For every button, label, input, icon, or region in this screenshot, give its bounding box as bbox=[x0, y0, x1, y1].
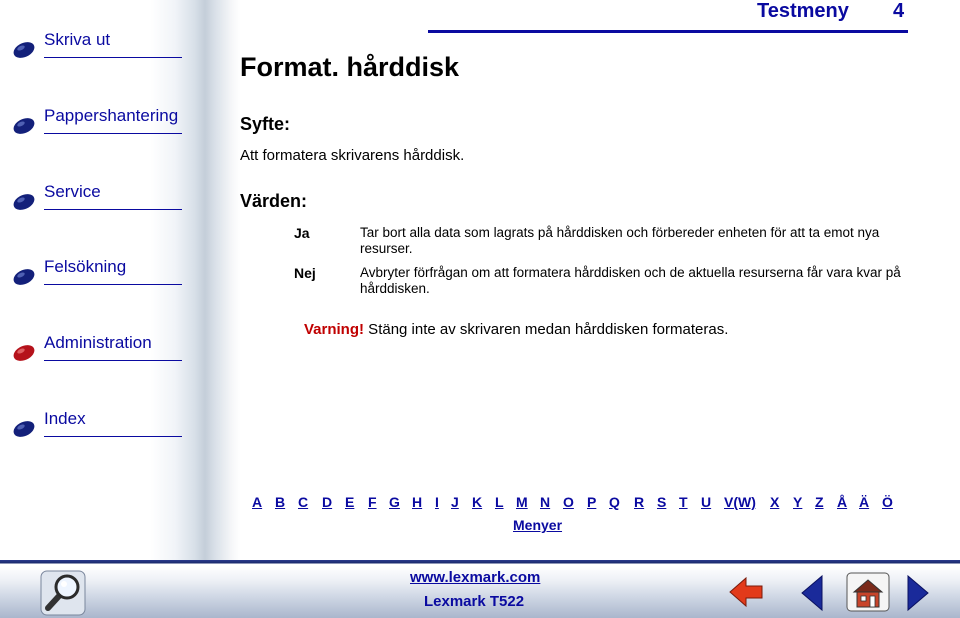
alpha-link-m[interactable]: M bbox=[516, 494, 528, 510]
bullet-icon bbox=[12, 419, 36, 439]
purpose-heading: Syfte: bbox=[240, 114, 291, 134]
home-icon[interactable] bbox=[846, 572, 890, 612]
product-name: Lexmark T522 bbox=[424, 593, 525, 610]
alpha-link-h[interactable]: H bbox=[412, 494, 423, 510]
sidebar-item-label: Service bbox=[44, 182, 101, 201]
website-link[interactable]: www.lexmark.com bbox=[410, 569, 541, 586]
alpha-link-q[interactable]: Q bbox=[609, 494, 620, 510]
sidebar-item-skriva-ut[interactable] bbox=[12, 30, 182, 60]
alpha-link-vw[interactable]: V(W) bbox=[724, 494, 756, 510]
alpha-link-d[interactable]: D bbox=[322, 494, 333, 510]
sidebar-item-index[interactable] bbox=[12, 409, 182, 439]
header-divider bbox=[428, 30, 908, 33]
sidebar-item-felsokning[interactable] bbox=[12, 257, 182, 287]
page-number: 4 bbox=[893, 0, 905, 22]
previous-page-icon[interactable] bbox=[800, 574, 824, 612]
warning-text: Stäng inte av skrivaren medan hårddisken formateras. bbox=[364, 321, 729, 338]
bullet-icon bbox=[12, 116, 36, 136]
alpha-link-g[interactable]: G bbox=[389, 494, 400, 510]
warning-note bbox=[304, 321, 728, 338]
alpha-link-b[interactable]: B bbox=[275, 494, 286, 510]
sidebar-item-pappershantering[interactable] bbox=[12, 106, 182, 136]
alpha-link-c[interactable]: C bbox=[298, 494, 309, 510]
purpose-text: Att formatera skrivarens hårddisk. bbox=[240, 147, 465, 164]
alpha-link-s[interactable]: S bbox=[657, 494, 667, 510]
magnifier-icon[interactable] bbox=[40, 570, 86, 616]
alpha-link-p[interactable]: P bbox=[587, 494, 597, 510]
value-description-nej: Avbryter förfrågan om att formatera hårddisken och de aktuella resurserna får vara kvar på hårddisken. bbox=[360, 265, 901, 296]
sidebar-item-label: Felsökning bbox=[44, 257, 127, 276]
alpha-link-x[interactable]: X bbox=[770, 494, 780, 510]
bullet-icon bbox=[12, 343, 36, 363]
warning-label: Varning! bbox=[304, 321, 365, 338]
sidebar-item-label: Index bbox=[44, 409, 86, 428]
divider bbox=[44, 209, 182, 210]
alpha-link-f[interactable]: F bbox=[368, 494, 377, 510]
alpha-link-t[interactable]: T bbox=[679, 494, 688, 510]
alpha-link-i[interactable]: I bbox=[435, 494, 439, 510]
bullet-icon bbox=[12, 192, 36, 212]
alpha-link-z[interactable]: Z bbox=[815, 494, 824, 510]
alpha-link-e[interactable]: E bbox=[345, 494, 355, 510]
alpha-link-o-umlaut[interactable]: Ö bbox=[882, 494, 893, 510]
sidebar-item-service[interactable] bbox=[12, 182, 182, 212]
divider bbox=[44, 436, 182, 437]
alpha-link-a-ring[interactable]: Å bbox=[837, 494, 848, 510]
bullet-icon bbox=[12, 40, 36, 60]
next-page-icon[interactable] bbox=[906, 574, 930, 612]
value-key-ja: Ja bbox=[294, 225, 310, 241]
divider bbox=[44, 133, 182, 134]
value-key-nej: Nej bbox=[294, 265, 316, 281]
alpha-link-r[interactable]: R bbox=[634, 494, 645, 510]
sidebar-item-label: Pappershantering bbox=[44, 106, 179, 125]
alpha-link-o[interactable]: O bbox=[563, 494, 574, 510]
sidebar-item-administration[interactable] bbox=[12, 333, 182, 363]
sidebar-item-label: Administration bbox=[44, 333, 152, 352]
alpha-link-n[interactable]: N bbox=[540, 494, 551, 510]
alpha-link-a-umlaut[interactable]: Ä bbox=[859, 494, 870, 510]
sidebar-item-label: Skriva ut bbox=[44, 30, 111, 49]
alpha-link-k[interactable]: K bbox=[472, 494, 483, 510]
alpha-link-y[interactable]: Y bbox=[793, 494, 803, 510]
divider bbox=[44, 57, 182, 58]
alpha-link-j[interactable]: J bbox=[451, 494, 459, 510]
sidebar bbox=[0, 0, 240, 560]
back-arrow-icon[interactable] bbox=[728, 574, 764, 610]
alpha-link-a[interactable]: A bbox=[252, 494, 263, 510]
alpha-link-u[interactable]: U bbox=[701, 494, 712, 510]
divider bbox=[44, 284, 182, 285]
values-heading: Värden: bbox=[240, 191, 308, 211]
alpha-link-l[interactable]: L bbox=[495, 494, 504, 510]
bullet-icon bbox=[12, 267, 36, 287]
value-description-ja: Tar bort alla data som lagrats på hårddisken och förbereder enheten för att ta emot nya resurser. bbox=[360, 225, 880, 256]
page-title: Format. hårddisk bbox=[240, 52, 460, 82]
section-title: Testmeny bbox=[757, 0, 849, 22]
menus-link[interactable]: Menyer bbox=[513, 517, 563, 533]
divider bbox=[44, 360, 182, 361]
